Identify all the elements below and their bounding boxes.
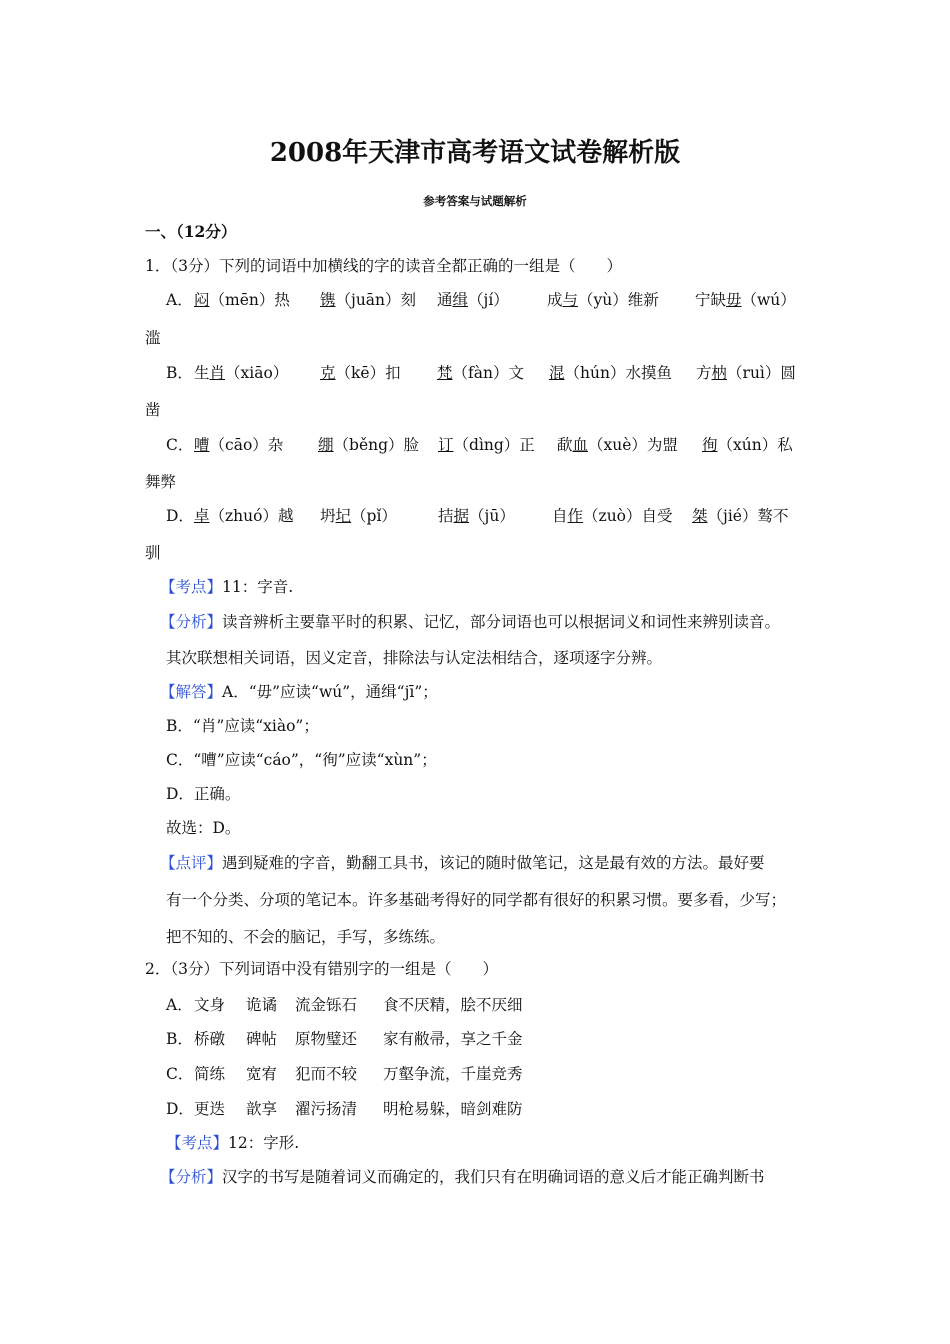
option-item: 食不厌精，脍不厌细 [383, 996, 523, 1014]
option-text: （hún）水摸鱼 [564, 364, 672, 382]
option-item [437, 290, 509, 310]
option-item: 家有敝帚，享之千金 [383, 1030, 523, 1048]
option-text: （xún）私 [717, 436, 793, 454]
option-text: （zuò）自受 [583, 507, 673, 525]
option-item [194, 506, 293, 526]
option-continuation: 凿 [145, 401, 161, 419]
option-text: （jū） [469, 507, 515, 525]
option-text: （jí） [468, 291, 509, 309]
underlined-char: 圮 [335, 507, 352, 525]
kaodian-text: 11：字音. [222, 578, 294, 596]
underlined-char: 作 [567, 507, 584, 525]
option-item [194, 435, 283, 455]
q1-jieda [160, 682, 438, 702]
underlined-char: 嘈 [194, 436, 210, 454]
option-label: B． [166, 1030, 193, 1048]
option-item: 宽宥 [246, 1065, 278, 1083]
option-item: 流金铄石 [295, 996, 358, 1014]
option-item [194, 290, 290, 310]
underlined-char: 镌 [320, 291, 336, 309]
option-label: B． [166, 364, 193, 382]
option-label: D． [166, 507, 194, 525]
option-item: 碑帖 [246, 1030, 278, 1048]
option-item [547, 290, 659, 310]
q1-jieda-b: B．“肖”应读“xiào”； [166, 717, 319, 735]
option-text: （fàn）文 [452, 364, 524, 382]
jieda-tag: 【解答】 [160, 683, 223, 701]
underlined-char: 血 [572, 436, 589, 454]
underlined-char: 肖 [209, 364, 226, 382]
option-text: 拮 [438, 507, 454, 525]
underlined-char: 闷 [194, 291, 210, 309]
option-item: 明枪易躲，暗剑难防 [383, 1100, 523, 1118]
option-item [549, 363, 672, 383]
option-text: 自 [552, 507, 568, 525]
option-continuation: 舞弊 [145, 473, 177, 491]
underlined-char: 克 [320, 364, 336, 382]
document-subtitle: 参考答案与试题解析 [423, 194, 527, 208]
fenxi-tag: 【分析】 [160, 613, 223, 631]
option-label: C． [166, 436, 194, 454]
option-item [318, 435, 419, 455]
option-item: 文身 [194, 996, 226, 1014]
option-text: （jié）骜不 [707, 507, 789, 525]
option-item [320, 363, 401, 383]
option-text: 成 [547, 291, 563, 309]
kaodian-text: 12：字形. [228, 1134, 300, 1152]
option-text: （zhuó）越 [209, 507, 294, 525]
option-item [438, 506, 515, 526]
option-text: （xuè）为盟 [588, 436, 678, 454]
option-item: 歆享 [246, 1100, 278, 1118]
dianping-text: 遇到疑难的字音，勤翻工具书，该记的随时做笔记，这是最有效的方法。最好要 [222, 854, 765, 872]
option-text: 方 [696, 364, 712, 382]
option-item [320, 506, 397, 526]
q2-fenxi [160, 1167, 765, 1187]
underlined-char: 梵 [437, 364, 453, 382]
q1-jieda-d: D．正确。 [166, 785, 241, 803]
option-item: 濯污扬清 [295, 1100, 358, 1118]
option-item [438, 435, 535, 455]
option-item [696, 363, 796, 383]
option-text: （yù）维新 [578, 291, 659, 309]
option-item: 原物璧还 [295, 1030, 358, 1048]
option-item [552, 506, 673, 526]
q1-dianping-line3: 把不知的、不会的脑记，手写，多练练。 [166, 928, 446, 946]
option-item [437, 363, 524, 383]
option-text: （ruì）圆 [727, 364, 796, 382]
q1-answer: 故选：D。 [166, 819, 241, 837]
option-label: A． [166, 996, 193, 1014]
underlined-char: 据 [453, 507, 470, 525]
q1-jieda-c: C．“嘈”应读“cáo”，“徇”应读“xùn”； [166, 751, 437, 769]
option-item [320, 290, 416, 310]
underlined-char: 毋 [726, 291, 742, 309]
jieda-text: A．“毋”应读“wú”，通缉“jī”； [222, 683, 438, 701]
option-item [692, 506, 788, 526]
document-title: 2008年天津市高考语文试卷解析版 [269, 138, 681, 168]
underlined-char: 绷 [318, 436, 334, 454]
option-item: 万壑争流，千崖竞秀 [383, 1065, 523, 1083]
option-item [557, 435, 678, 455]
option-label: A． [166, 291, 193, 309]
option-text: （wú） [741, 291, 796, 309]
option-item [702, 435, 793, 455]
option-text: （kē）扣 [335, 364, 401, 382]
option-text: （cāo）杂 [209, 436, 284, 454]
underlined-char: 桀 [692, 507, 708, 525]
q1-kaodian [160, 577, 293, 597]
option-continuation: 滥 [145, 329, 161, 347]
underlined-char: 徇 [702, 436, 718, 454]
option-item: 诡谲 [246, 996, 278, 1014]
q1-fenxi [160, 612, 780, 632]
option-text: （mēn）热 [209, 291, 290, 309]
q1-stem: 1．（3分）下列的词语中加横线的字的读音全都正确的一组是（ ） [145, 257, 622, 275]
option-continuation: 驯 [145, 544, 161, 562]
option-label: D． [166, 1100, 194, 1118]
option-item: 简练 [194, 1065, 226, 1083]
option-text: （xiāo） [225, 364, 289, 382]
option-text: 歃 [557, 436, 573, 454]
fenxi-text: 汉字的书写是随着词义而确定的，我们只有在明确词语的意义后才能正确判断书 [222, 1168, 765, 1186]
q1-dianping [160, 853, 765, 873]
kaodian-tag: 【考点】 [166, 1134, 229, 1152]
q1-dianping-line2: 有一个分类、分项的笔记本。许多基础考得好的同学都有很好的积累习惯。要多看，少写； [166, 891, 787, 909]
q2-stem: 2．（3分）下列词语中没有错别字的一组是（ ） [145, 960, 498, 978]
option-item [695, 290, 796, 310]
option-text: 坍 [320, 507, 336, 525]
option-item: 犯而不较 [295, 1065, 358, 1083]
option-item: 更迭 [194, 1100, 226, 1118]
option-text: （běng）脸 [333, 436, 420, 454]
underlined-char: 缉 [452, 291, 469, 309]
option-text: 宁缺 [695, 291, 727, 309]
option-text: （dìng）正 [453, 436, 535, 454]
q1-fenxi-line2: 其次联想相关词语，因义定音，排除法与认定法相结合，逐项逐字分辨。 [166, 649, 663, 667]
fenxi-tag: 【分析】 [160, 1168, 223, 1186]
section-heading: 一、（12分） [145, 222, 237, 241]
fenxi-text: 读音辨析主要靠平时的积累、记忆，部分词语也可以根据词义和词性来辨别读音。 [222, 613, 781, 631]
option-item [194, 363, 288, 383]
underlined-char: 混 [549, 364, 565, 382]
option-label: C． [166, 1065, 194, 1083]
dianping-tag: 【点评】 [160, 854, 223, 872]
option-text: 生 [194, 364, 210, 382]
underlined-char: 卓 [194, 507, 210, 525]
kaodian-tag: 【考点】 [160, 578, 223, 596]
option-text: （pǐ） [351, 507, 397, 525]
underlined-char: 与 [562, 291, 579, 309]
q2-kaodian [166, 1133, 299, 1153]
option-text: （juān）刻 [335, 291, 417, 309]
underlined-char: 枘 [711, 364, 728, 382]
underlined-char: 订 [438, 436, 454, 454]
option-item: 桥礅 [194, 1030, 226, 1048]
option-text: 通 [437, 291, 453, 309]
